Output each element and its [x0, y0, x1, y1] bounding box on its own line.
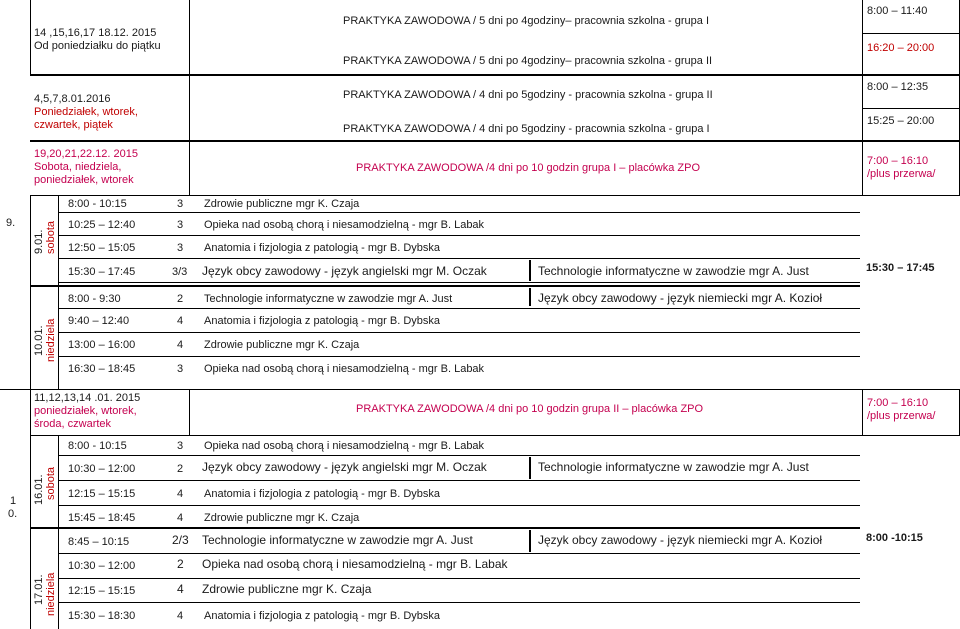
hours-cell: 2	[177, 557, 184, 571]
grid-line	[529, 530, 531, 552]
grid-line	[30, 435, 960, 436]
course-text: PRAKTYKA ZAWODOWA / 4 dni po 5godziny - pracownia szkolna - grupa I	[343, 123, 710, 135]
grid-line	[529, 288, 531, 306]
day-date: 16.01.	[33, 474, 45, 505]
time-cell: 13:00 – 16:00	[68, 339, 136, 351]
grid-line	[58, 212, 860, 213]
grid-line	[58, 602, 860, 603]
subject-cell: Zdrowie publiczne mgr K. Czaja	[204, 512, 360, 524]
grid-line	[58, 332, 860, 333]
time-cell: 12:50 – 15:05	[68, 242, 136, 254]
dates-text: 11,12,13,14 .01. 2015	[34, 392, 141, 404]
grid-line	[529, 457, 531, 479]
grid-line	[58, 356, 860, 357]
subject-cell: Anatomia i fizjologia z patologią - mgr B. Dybska	[204, 610, 440, 622]
dates-text: 14 ,15,16,17 18.12. 2015	[34, 27, 157, 39]
hours-cell: 4	[177, 512, 184, 524]
subject-cell: Język obcy zawodowy - język niemiecki mgr A. Kozioł	[538, 291, 823, 305]
time-text: 15:25 – 20:00	[867, 115, 935, 127]
grid-line	[58, 308, 860, 309]
time-text: 8:00 – 11:40	[867, 5, 928, 17]
time-cell: 15:45 – 18:45	[68, 512, 136, 524]
grid-line	[30, 285, 860, 287]
subject-cell: Zdrowie publiczne mgr K. Czaja	[202, 582, 372, 596]
course-text: PRAKTYKA ZAWODOWA /4 dni po 10 godzin grupa I – placówka ZPO	[356, 162, 701, 174]
grid-line	[30, 74, 960, 76]
time-cell: 12:15 – 15:15	[68, 488, 136, 500]
grid-line	[58, 505, 860, 506]
days-text: poniedziałek, wtorek,	[34, 405, 137, 417]
hours-cell: 4	[177, 582, 184, 596]
day-name: sobota	[45, 220, 57, 254]
subject-cell: Technologie informatyczne w zawodzie mgr A. Just	[202, 533, 473, 547]
course-text: PRAKTYKA ZAWODOWA / 4 dni po 5godziny - pracownia szkolna - grupa II	[343, 89, 713, 101]
grid-line	[30, 0, 31, 75]
time-cell: 10:30 – 12:00	[68, 560, 136, 572]
time-cell: 10:25 – 12:40	[68, 219, 136, 231]
time-cell: 8:00 - 10:15	[68, 198, 127, 210]
grid-line	[30, 195, 31, 389]
grid-line	[862, 389, 863, 435]
time-cell: 8:00 - 10:15	[68, 440, 127, 452]
subject-cell: Anatomia i fizjologia z patologią - mgr B. Dybska	[204, 242, 440, 254]
time-text: 7:00 – 16:10	[867, 397, 929, 409]
grid-line	[30, 527, 860, 529]
days-text: poniedziałek, wtorek	[34, 174, 134, 186]
hours-cell: 2	[177, 463, 184, 475]
day-date: 17.01.	[33, 574, 45, 605]
grid-line	[189, 389, 190, 435]
course-text: PRAKTYKA ZAWODOWA /4 dni po 10 godzin grupa II – placówka ZPO	[356, 403, 704, 415]
hours-cell: 4	[177, 610, 184, 622]
subject-cell: Opieka nad osobą chorą i niesamodzielną - mgr B. Labak	[204, 219, 485, 231]
grid-line	[58, 235, 860, 236]
grid-line	[58, 553, 860, 554]
time-text: /plus przerwa/	[867, 410, 936, 422]
extra-time-cell: 8:00 -10:15	[866, 532, 923, 544]
hours-cell: 3	[177, 242, 184, 254]
days-text: Poniedziałek, wtorek,	[34, 106, 138, 118]
grid-line	[862, 33, 959, 34]
subject-cell: Technologie informatyczne w zawodzie mgr A. Just	[538, 460, 809, 474]
course-text: PRAKTYKA ZAWODOWA / 5 dni po 4godziny– pracownia szkolna - grupa I	[343, 15, 710, 27]
grid-line	[189, 0, 190, 196]
grid-line	[58, 435, 59, 629]
day-name: sobota	[45, 466, 57, 500]
time-text: 16:20 – 20:00	[867, 42, 935, 54]
time-cell: 8:00 - 9:30	[68, 293, 121, 305]
subject-cell: Język obcy zawodowy - język angielski mgr M. Oczak	[202, 460, 487, 474]
day-name: niedziela	[45, 572, 57, 616]
subject-cell: Technologie informatyczne w zawodzie mgr A. Just	[538, 264, 809, 278]
grid-line	[862, 108, 959, 109]
time-cell: 9:40 – 12:40	[68, 315, 130, 327]
hours-cell: 3	[177, 363, 184, 375]
block-number: 0.	[8, 508, 18, 520]
grid-line	[58, 480, 860, 481]
course-text: PRAKTYKA ZAWODOWA / 5 dni po 4godziny– pracownia szkolna - grupa II	[343, 55, 713, 67]
subject-cell: Anatomia i fizjologia z patologią - mgr B. Dybska	[204, 488, 440, 500]
block-number: 1	[10, 495, 17, 507]
extra-time-cell: 15:30 – 17:45	[866, 262, 935, 274]
grid-line	[0, 389, 960, 390]
hours-cell: 3	[177, 219, 184, 231]
hours-cell: 4	[177, 339, 184, 351]
time-cell: 8:45 – 10:15	[68, 536, 130, 548]
grid-line	[30, 435, 31, 629]
subject-cell: Technologie informatyczne w zawodzie mgr A. Just	[204, 293, 453, 305]
subject-cell: Zdrowie publiczne mgr K. Czaja	[204, 198, 360, 210]
days-text: środa, czwartek	[34, 418, 112, 430]
dates-text: 19,20,21,22.12. 2015	[34, 148, 138, 160]
day-date: 9.01.	[33, 229, 45, 254]
time-cell: 15:30 – 17:45	[68, 266, 136, 278]
hours-cell: 4	[177, 315, 184, 327]
time-text: /plus przerwa/	[867, 168, 936, 180]
time-cell: 15:30 – 18:30	[68, 610, 136, 622]
subject-cell: Opieka nad osobą chorą i niesamodzielną - mgr B. Labak	[204, 363, 485, 375]
subject-cell: Język obcy zawodowy - język niemiecki mgr A. Kozioł	[538, 533, 823, 547]
grid-line	[30, 389, 31, 435]
grid-line	[30, 140, 960, 142]
block-number: 9.	[6, 217, 16, 229]
time-cell: 16:30 – 18:45	[68, 363, 136, 375]
dates-text: 4,5,7,8.01.2016	[34, 93, 111, 105]
days-text: Od poniedziałku do piątku	[34, 40, 161, 52]
subject-cell: Opieka nad osobą chorą i niesamodzielną - mgr B. Labak	[204, 440, 485, 452]
hours-cell: 3/3	[172, 266, 188, 278]
days-text: czwartek, piątek	[34, 119, 113, 131]
subject-cell: Opieka nad osobą chorą i niesamodzielną - mgr B. Labak	[202, 557, 508, 571]
grid-line	[30, 195, 960, 196]
time-cell: 12:15 – 15:15	[68, 585, 136, 597]
hours-cell: 3	[177, 440, 184, 452]
time-cell: 10:30 – 12:00	[68, 463, 136, 475]
hours-cell: 2	[177, 293, 184, 305]
time-text: 7:00 – 16:10	[867, 155, 929, 167]
grid-line	[58, 195, 59, 389]
day-name: niedziela	[45, 318, 57, 362]
hours-cell: 3	[177, 198, 184, 210]
grid-line	[58, 455, 860, 456]
grid-line	[58, 282, 860, 283]
grid-line	[58, 258, 860, 259]
time-text: 8:00 – 12:35	[867, 81, 929, 93]
subject-cell: Anatomia i fizjologia z patologią - mgr B. Dybska	[204, 315, 440, 327]
grid-line	[862, 0, 863, 196]
subject-cell: Zdrowie publiczne mgr K. Czaja	[204, 339, 360, 351]
grid-line	[529, 260, 531, 281]
days-text: Sobota, niedziela,	[34, 161, 122, 173]
hours-cell: 2/3	[172, 533, 189, 547]
grid-line	[58, 578, 860, 579]
hours-cell: 4	[177, 488, 184, 500]
day-date: 10.01.	[33, 325, 45, 356]
subject-cell: Język obcy zawodowy - język angielski mgr M. Oczak	[202, 264, 487, 278]
